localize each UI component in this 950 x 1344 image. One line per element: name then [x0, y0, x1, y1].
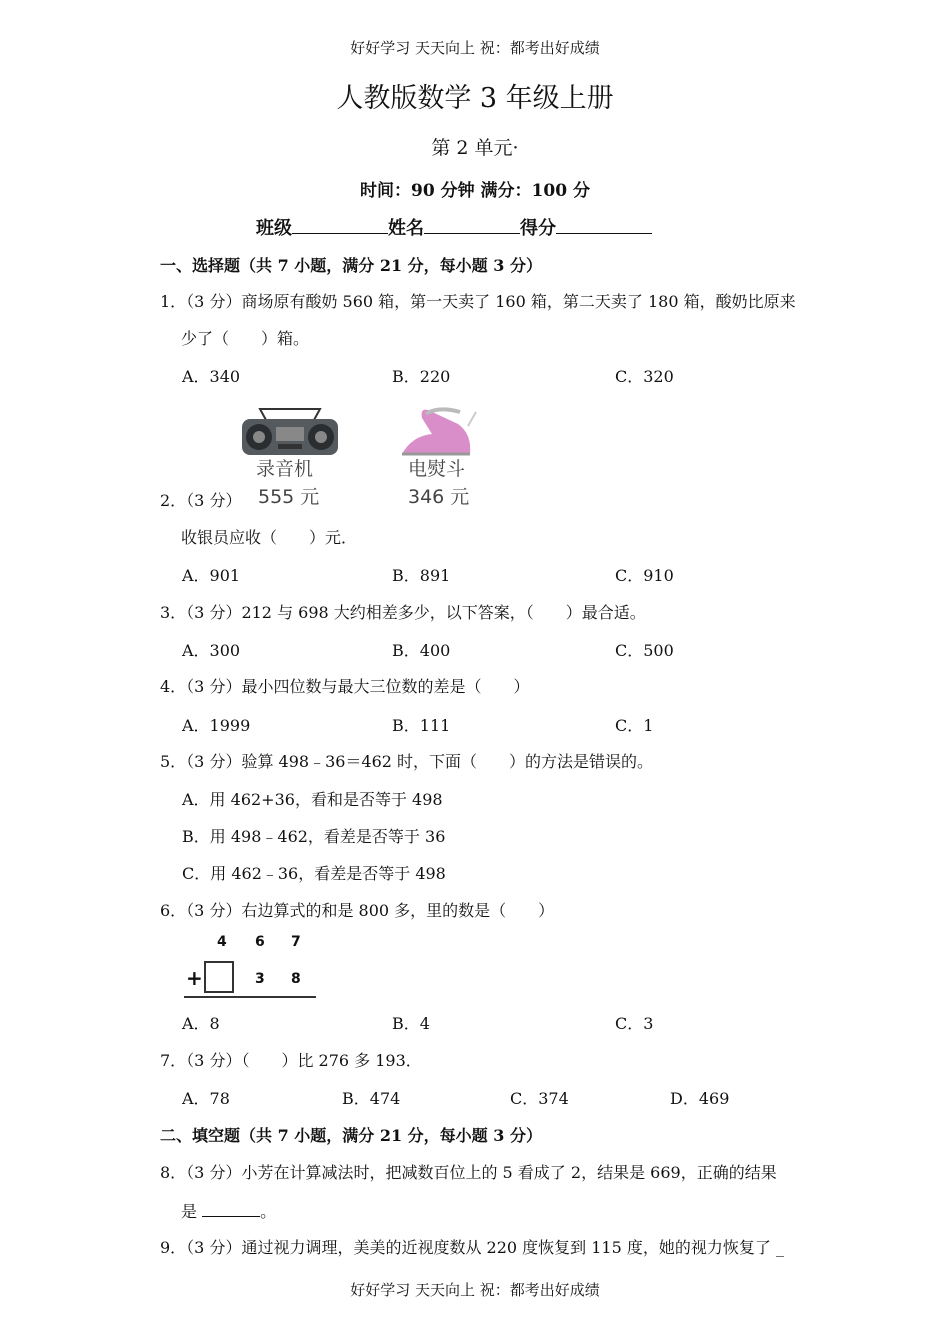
q5-option-c[interactable]: C．用 462﹣36，看差是否等于 498: [182, 864, 446, 883]
q1-line2: 少了（ ）箱。: [181, 329, 310, 348]
q1-option-c[interactable]: C．320: [615, 367, 674, 386]
top-digit: 6: [255, 934, 265, 950]
name-blank[interactable]: [424, 215, 520, 234]
q2-prefix: 2．（3 分）: [160, 491, 242, 510]
score-blank[interactable]: [556, 215, 652, 234]
q2-option-a[interactable]: A．901: [182, 566, 241, 585]
sum-line: [184, 996, 316, 998]
q7-option-b[interactable]: B．474: [342, 1089, 401, 1108]
iron-image: [398, 404, 478, 458]
q8-line2-prefix: 是: [181, 1202, 198, 1221]
q5-text: 5．（3 分）验算 498﹣36＝462 时，下面（ ）的方法是错误的。: [160, 752, 654, 771]
q6-text: 6．（3 分）右边算式的和是 800 多，里的数是（ ）: [160, 901, 555, 920]
top-digit: 7: [291, 934, 301, 950]
q6-addition-figure: [184, 930, 316, 1002]
class-label: 班级: [256, 218, 292, 239]
iron-label: 电熨斗: [408, 458, 466, 480]
top-digit: 4: [217, 934, 227, 950]
q8-answer-blank[interactable]: [202, 1200, 260, 1217]
q3-option-a[interactable]: A．300: [182, 641, 241, 660]
bottom-digit: 8: [291, 971, 301, 987]
q3-text: 3．（3 分）212 与 698 大约相差多少，以下答案，（ ）最合适。: [160, 603, 646, 622]
q4-text: 4．（3 分）最小四位数与最大三位数的差是（ ）: [160, 677, 530, 696]
section1-heading: 一、选择题（共 7 小题，满分 21 分，每小题 3 分）: [160, 256, 542, 275]
q8-line2: [181, 1200, 276, 1222]
q7-option-c[interactable]: C．374: [510, 1089, 569, 1108]
plus-sign: +: [186, 966, 203, 990]
q5-option-a[interactable]: A．用 462+36，看和是否等于 498: [182, 790, 443, 809]
q6-option-a[interactable]: A．8: [182, 1014, 220, 1033]
q9-text: 9．（3 分）通过视力调理，美美的近视度数从 220 度恢复到 115 度，她的视力恢复了 _: [160, 1238, 784, 1257]
q5-option-b[interactable]: B．用 498﹣462，看差是否等于 36: [182, 827, 446, 846]
radio-image: [238, 406, 342, 458]
iron-body: [402, 410, 470, 454]
radio-label: 录音机: [256, 458, 314, 480]
bottom-digit: 3: [255, 971, 265, 987]
radio-price: 555 元: [258, 486, 320, 508]
q7-option-a[interactable]: A．78: [182, 1089, 230, 1108]
q2-line2: 收银员应收（ ）元．: [181, 528, 358, 547]
answer-box[interactable]: [204, 961, 234, 993]
class-fields: [256, 215, 652, 241]
page-footer: 好好学习 天天向上 祝：都考出好成绩: [350, 1281, 600, 1299]
q6-option-b[interactable]: B．4: [392, 1014, 430, 1033]
q8-line2-suffix: 。: [260, 1202, 277, 1221]
q7-option-d[interactable]: D．469: [670, 1089, 730, 1108]
page-header: 好好学习 天天向上 祝：都考出好成绩: [350, 39, 600, 57]
q4-option-b[interactable]: B．111: [392, 716, 451, 735]
iron-price: 346 元: [408, 486, 470, 508]
q1-line1: 1．（3 分）商场原有酸奶 560 箱，第一天卖了 160 箱，第二天卖了 180 箱，酸奶比原来: [160, 292, 796, 311]
q6-option-c[interactable]: C．3: [615, 1014, 654, 1033]
score-label: 得分: [520, 218, 556, 239]
class-blank[interactable]: [292, 215, 388, 234]
q4-option-c[interactable]: C．1: [615, 716, 654, 735]
page-title: 人教版数学 3 年级上册: [336, 83, 614, 114]
unit-title: 第 2 单元·: [431, 137, 519, 159]
q2-option-b[interactable]: B．891: [392, 566, 451, 585]
q4-option-a[interactable]: A．1999: [182, 716, 251, 735]
section2-heading: 二、填空题（共 7 小题，满分 21 分，每小题 3 分）: [160, 1126, 542, 1145]
q1-option-b[interactable]: B．220: [392, 367, 451, 386]
q7-text: 7．（3 分）（ ）比 276 多 193．: [160, 1051, 422, 1070]
q3-option-b[interactable]: B．400: [392, 641, 451, 660]
q8-line1: 8．（3 分）小芳在计算减法时，把减数百位上的 5 看成了 2，结果是 669，正确的结果: [160, 1163, 777, 1182]
q2-option-c[interactable]: C．910: [615, 566, 674, 585]
q3-option-c[interactable]: C．500: [615, 641, 674, 660]
name-label: 姓名: [388, 218, 424, 239]
time-score: 时间：90 分钟 满分：100 分: [360, 181, 590, 201]
q1-option-a[interactable]: A．340: [182, 367, 241, 386]
